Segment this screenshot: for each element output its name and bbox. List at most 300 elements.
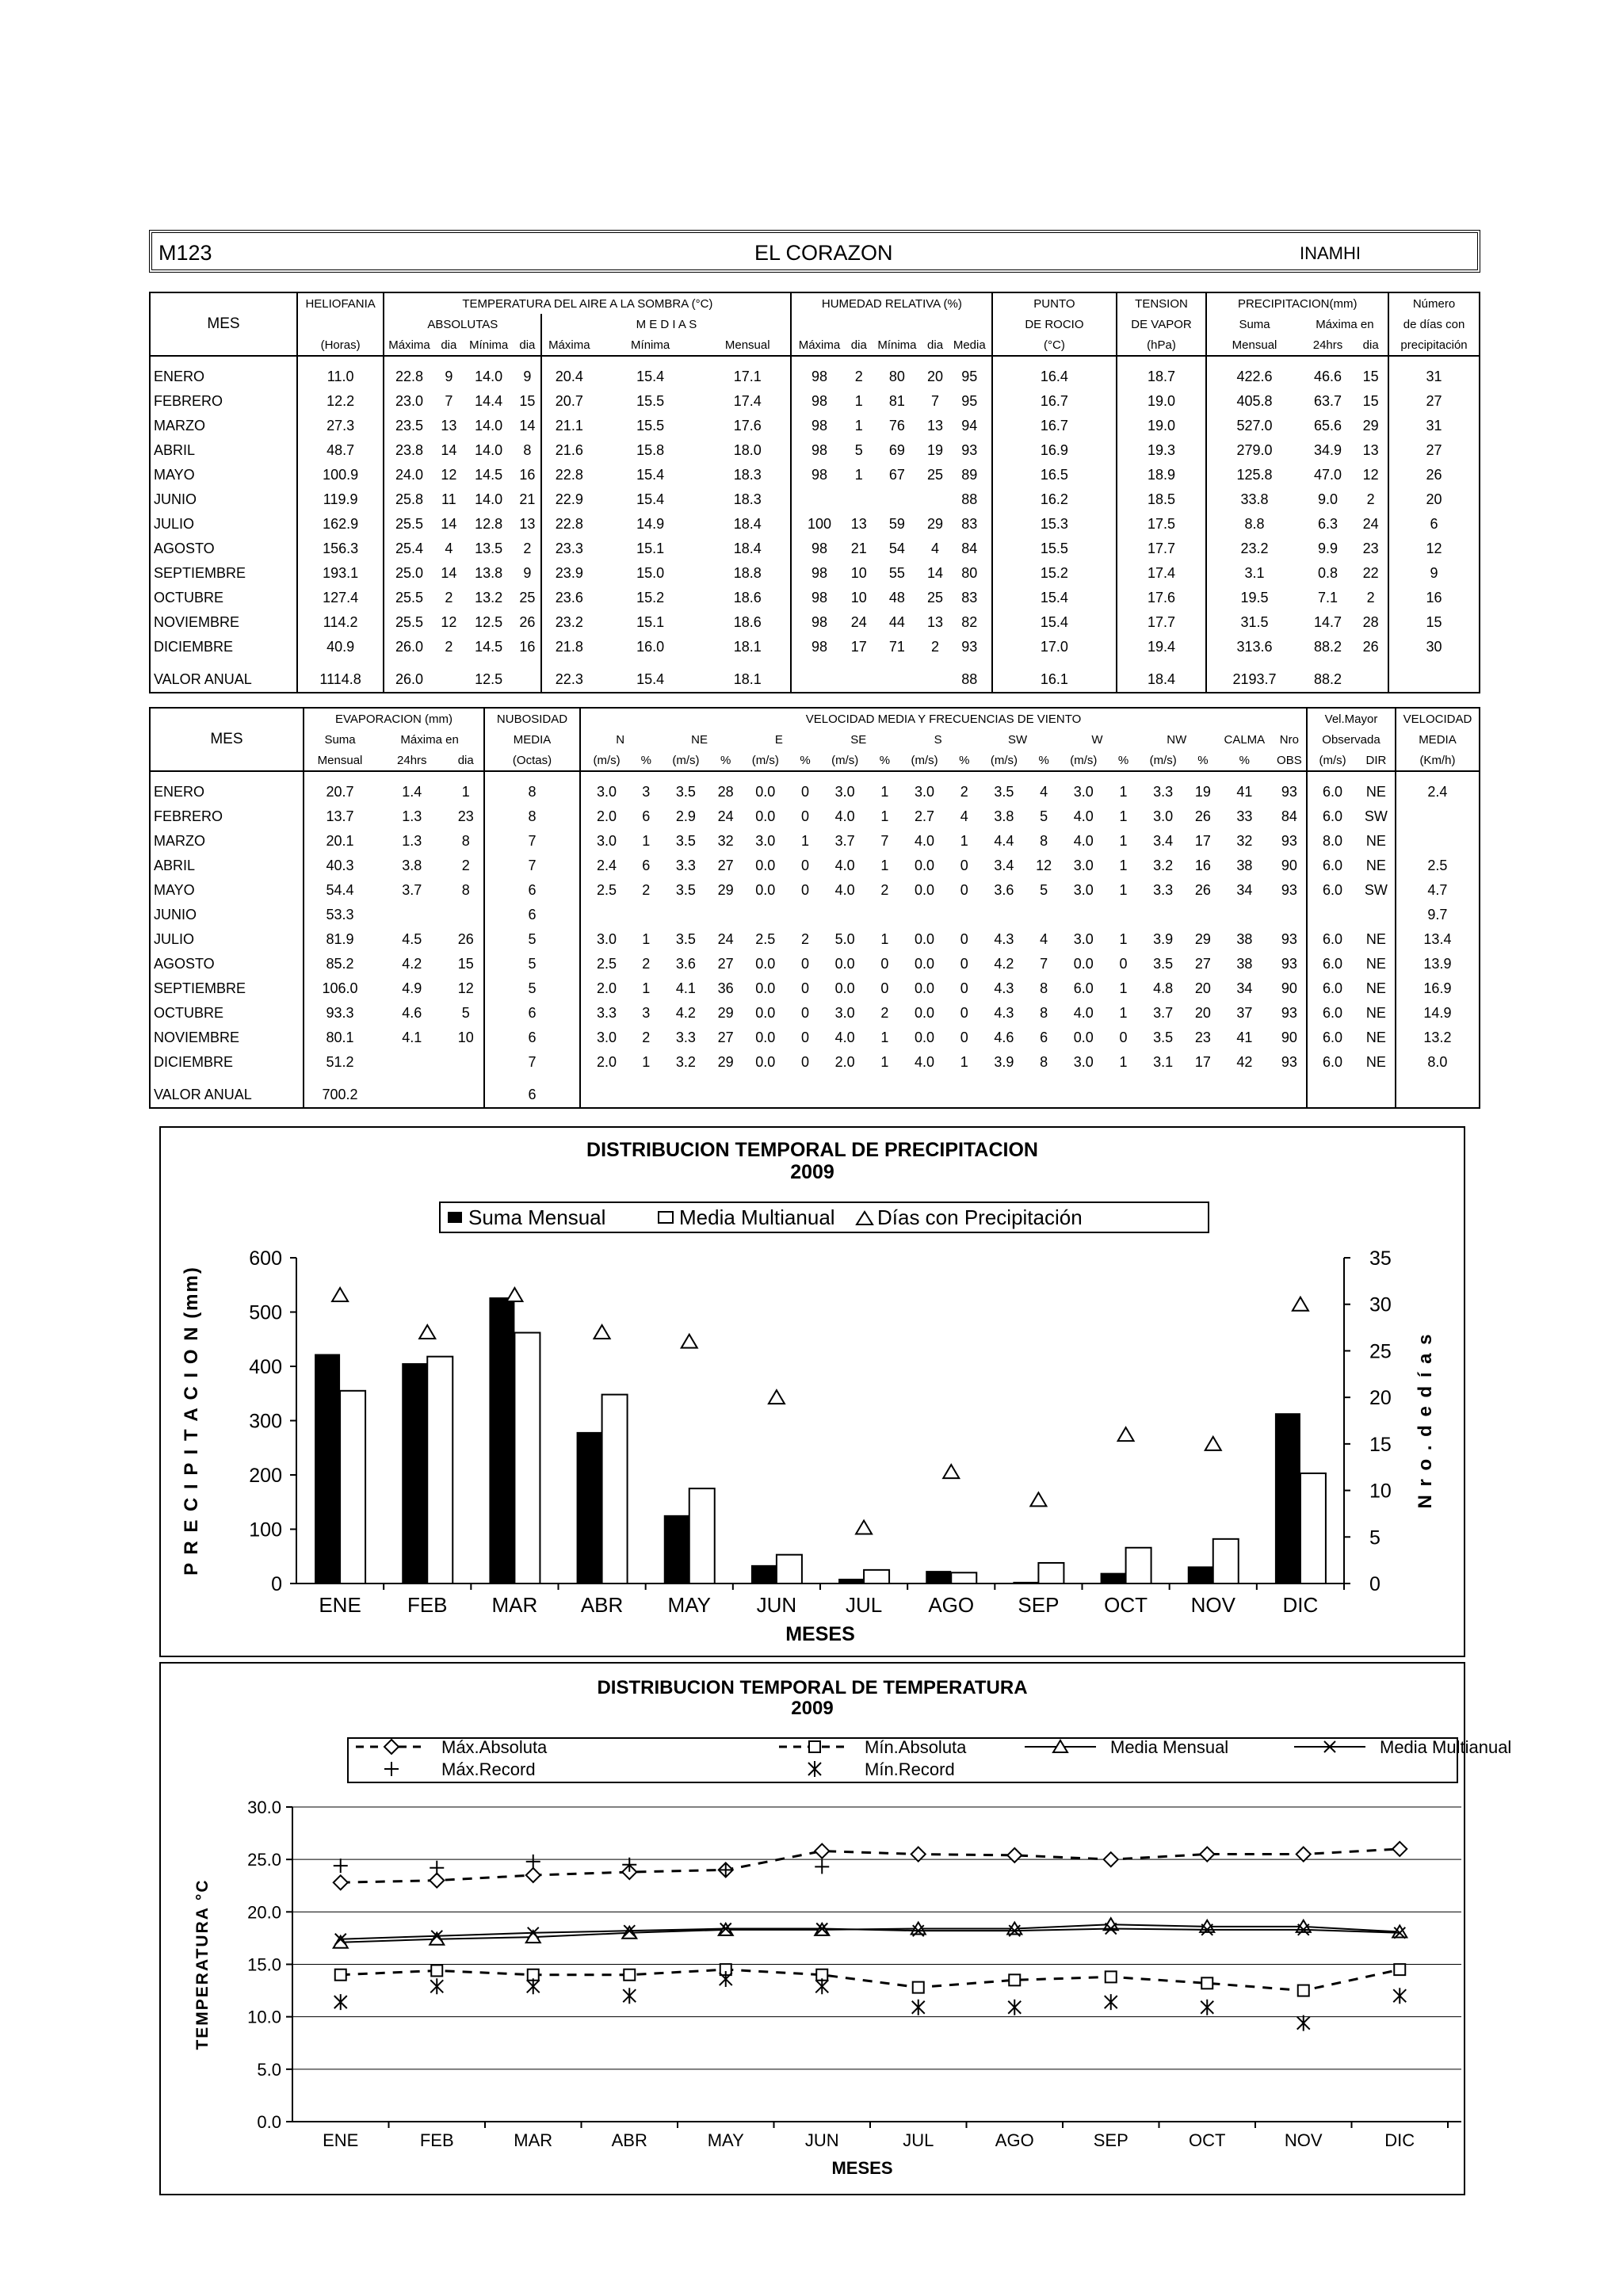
value-cell: 3.0 — [580, 927, 632, 952]
bar-suma-mensual — [664, 1515, 689, 1584]
value-cell: 29 — [717, 882, 734, 898]
annual-value — [792, 1083, 819, 1108]
table-row — [150, 1001, 1480, 1026]
month-cell: MAYO — [150, 463, 297, 487]
value-cell: 93 — [1281, 833, 1297, 849]
value-cell: 0.0 — [915, 858, 935, 873]
value-cell: 6.0 — [1307, 1050, 1358, 1075]
month-cell: SEPTIEMBRE — [150, 976, 304, 1001]
value-cell: 100.9 — [297, 463, 384, 487]
value-cell: 24 — [850, 614, 867, 630]
value-cell: 4.6 — [402, 1005, 422, 1021]
value-cell: 17.7 — [1117, 537, 1207, 561]
value-cell: 3 — [642, 1005, 651, 1021]
marker-diamond — [1104, 1852, 1118, 1866]
hum-media-label: Media — [947, 334, 992, 356]
x-axis-title: MESES — [831, 2158, 893, 2178]
value-cell: 1 — [854, 467, 863, 483]
bar-suma-mensual — [1101, 1573, 1126, 1584]
value-cell: 85.2 — [304, 952, 376, 976]
value-cell: 1 — [642, 931, 651, 947]
value-cell: 0 — [1119, 956, 1128, 972]
x-tick-label: JUL — [845, 1593, 883, 1617]
maxima-en-label: Máxima en — [1316, 317, 1374, 331]
value-cell: 3.6 — [994, 882, 1014, 898]
value-cell: 7 — [484, 829, 580, 854]
value-cell: 4.7 — [1396, 878, 1480, 903]
wind-dir-s: S — [934, 732, 942, 747]
wind-pct-label: % — [1190, 750, 1216, 771]
value-cell: 8.0 — [1396, 1050, 1480, 1075]
value-cell: 3.5 — [994, 784, 1014, 800]
value-cell: 1 — [960, 1054, 968, 1070]
value-cell: 9 — [1388, 561, 1480, 586]
wind-pct-label: % — [871, 750, 898, 771]
value-cell: 0 — [800, 1005, 809, 1021]
y-axis-title: TEMPERATURA °C — [193, 1878, 212, 2050]
value-cell: 1 — [1119, 833, 1128, 849]
value-cell: 2.5 — [580, 952, 632, 976]
table-row — [150, 365, 1480, 389]
value-cell: 0 — [800, 1030, 809, 1045]
value-cell: 14.5 — [475, 639, 503, 655]
value-cell: 15.5 — [992, 537, 1116, 561]
value-cell: 25 — [927, 590, 944, 606]
col-temperatura: TEMPERATURA DEL AIRE A LA SOMBRA (°C) — [384, 292, 791, 314]
value-cell: 84 — [1281, 808, 1297, 824]
marker-star — [430, 1978, 443, 1994]
value-cell: 98 — [791, 586, 846, 610]
value-cell: 15.8 — [636, 442, 665, 458]
value-cell: 98 — [791, 561, 846, 586]
value-cell: 0 — [960, 1030, 968, 1045]
value-cell: 8 — [1040, 1005, 1048, 1021]
abs-max-dia-label: dia — [434, 334, 464, 356]
table-row — [150, 804, 1480, 829]
value-cell: 12 — [1036, 858, 1052, 873]
value-cell: 6 — [1040, 1030, 1048, 1045]
value-cell: 125.8 — [1206, 463, 1301, 487]
value-cell: 13 — [927, 614, 944, 630]
value-cell: 9 — [523, 565, 532, 581]
table-row — [150, 952, 1480, 976]
value-cell: 48.7 — [297, 438, 384, 463]
value-cell: 44 — [888, 614, 905, 630]
value-cell: 34.9 — [1313, 442, 1342, 458]
value-cell: 1 — [880, 808, 889, 824]
value-cell: 98 — [791, 635, 846, 659]
value-cell: 16.7 — [992, 414, 1116, 438]
table-row — [150, 438, 1480, 463]
value-cell: 10 — [457, 1030, 474, 1045]
value-cell — [448, 1050, 484, 1075]
table-row — [150, 829, 1480, 854]
value-cell: 4 — [1040, 931, 1048, 947]
annual-value: 18.4 — [1117, 667, 1207, 693]
value-cell: 13 — [441, 418, 457, 434]
annual-value: 88 — [947, 667, 992, 693]
value-cell: 25.8 — [384, 487, 433, 512]
value-cell: 3.0 — [1073, 858, 1094, 873]
value-cell: 83 — [961, 590, 978, 606]
marker-square — [1201, 1977, 1212, 1988]
month-cell: MARZO — [150, 414, 297, 438]
value-cell: 0 — [800, 980, 809, 996]
marker-square — [1106, 1971, 1117, 1982]
value-cell: 34 — [1236, 980, 1253, 996]
value-cell: 0 — [960, 1005, 968, 1021]
x-tick-label: SEP — [1093, 2130, 1128, 2150]
annual-value — [1354, 667, 1388, 693]
value-cell: 2.0 — [580, 976, 632, 1001]
value-cell: 0 — [960, 882, 968, 898]
rocio-unit-label: (°C) — [992, 334, 1116, 356]
value-cell: 3.7 — [402, 882, 422, 898]
bar-media-multianual — [1213, 1539, 1239, 1584]
value-cell: 0.0 — [1073, 1030, 1094, 1045]
value-cell: 8.8 — [1206, 512, 1301, 537]
value-cell: 29 — [1194, 931, 1211, 947]
y2-tick-label: 15 — [1369, 1433, 1392, 1456]
legend-label: Media Multianual — [1380, 1737, 1512, 1757]
value-cell: 8 — [1040, 980, 1048, 996]
value-cell: 2.0 — [834, 1054, 855, 1070]
value-cell: 3.0 — [580, 829, 632, 854]
value-cell: 23 — [457, 808, 474, 824]
value-cell: 1 — [642, 980, 651, 996]
value-cell — [819, 903, 871, 927]
obs-label: OBS — [1273, 750, 1307, 771]
med-min-label: Mínima — [596, 334, 705, 356]
annual-value — [871, 1083, 898, 1108]
value-cell: 18.1 — [733, 639, 762, 655]
x-tick-label: MAY — [667, 1593, 711, 1617]
value-cell: 84 — [961, 541, 978, 556]
value-cell: 26 — [1388, 463, 1480, 487]
legend-label: Días con Precipitación — [877, 1205, 1083, 1229]
value-cell: 15 — [1362, 369, 1379, 384]
station-header — [149, 230, 1480, 273]
value-cell: 13.5 — [475, 541, 503, 556]
velmayor-dir-label: DIR — [1358, 750, 1396, 771]
value-cell: 15.1 — [636, 614, 665, 630]
value-cell: 3.4 — [1153, 833, 1174, 849]
value-cell: 2 — [523, 541, 532, 556]
value-cell: 88 — [961, 491, 978, 507]
value-cell: 5.0 — [834, 931, 855, 947]
value-cell — [951, 903, 978, 927]
precip-dia-label: dia — [1354, 334, 1388, 356]
value-cell: 405.8 — [1206, 389, 1301, 414]
wind-dir-nw: NW — [1167, 732, 1187, 747]
month-cell: ENERO — [150, 365, 297, 389]
wind-evaporation-table — [149, 707, 1480, 1109]
value-cell: 0.0 — [915, 882, 935, 898]
value-cell: 31.5 — [1206, 610, 1301, 635]
value-cell: 1 — [1119, 1054, 1128, 1070]
value-cell: 6 — [642, 808, 651, 824]
value-cell: 27 — [1194, 956, 1211, 972]
marker-star — [1297, 2015, 1310, 2031]
value-cell — [791, 487, 846, 512]
value-cell: 26 — [1362, 639, 1379, 655]
table-row — [150, 586, 1480, 610]
value-cell — [712, 903, 739, 927]
value-cell: 10 — [850, 590, 867, 606]
value-cell: 14.0 — [475, 418, 503, 434]
value-cell: 1 — [800, 833, 809, 849]
y2-tick-label: 35 — [1369, 1247, 1392, 1270]
wind-ms-label: (m/s) — [819, 750, 871, 771]
value-cell — [871, 903, 898, 927]
value-cell: 12 — [1388, 537, 1480, 561]
annual-value: 22.3 — [541, 667, 596, 693]
value-cell: 3.8 — [402, 858, 422, 873]
value-cell: 5 — [461, 1005, 470, 1021]
marker-plus — [334, 1859, 348, 1873]
annual-value — [434, 667, 464, 693]
value-cell: 6.0 — [1307, 1026, 1358, 1050]
value-cell: 23.5 — [384, 414, 433, 438]
annual-value — [712, 1083, 739, 1108]
value-cell: 6 — [484, 1001, 580, 1026]
value-cell: 29 — [1362, 418, 1379, 434]
value-cell: 16.5 — [992, 463, 1116, 487]
x-tick-label: FEB — [407, 1593, 448, 1617]
chart-title: DISTRIBUCION TEMPORAL DE TEMPERATURA — [597, 1677, 1028, 1698]
value-cell: 16.9 — [1396, 976, 1480, 1001]
x-tick-label: ENE — [319, 1593, 361, 1617]
bar-suma-mensual — [1013, 1582, 1038, 1584]
value-cell: 12.2 — [297, 389, 384, 414]
marker-diamond — [1392, 1842, 1407, 1856]
table-row — [150, 414, 1480, 438]
value-cell: 29 — [717, 1054, 734, 1070]
annual-value — [1358, 1083, 1396, 1108]
value-cell: 0.0 — [755, 980, 776, 996]
marker-square — [1298, 1985, 1309, 1996]
value-cell: 4.1 — [402, 1030, 422, 1045]
col-punto-rocio: PUNTO — [992, 292, 1116, 314]
value-cell: 0 — [800, 956, 809, 972]
value-cell: 23.8 — [384, 438, 433, 463]
value-cell: 0 — [960, 858, 968, 873]
value-cell: 3.3 — [675, 1030, 696, 1045]
value-cell: 4.4 — [994, 833, 1014, 849]
value-cell: 6.0 — [1307, 952, 1358, 976]
value-cell: 14.7 — [1313, 614, 1342, 630]
value-cell: NE — [1365, 858, 1386, 873]
marker-dias-precipitacion — [856, 1521, 872, 1534]
value-cell: 26 — [519, 614, 536, 630]
value-cell: 27.3 — [297, 414, 384, 438]
precip-mensual-label: Mensual — [1206, 334, 1301, 356]
value-cell: 2 — [642, 1030, 651, 1045]
value-cell: 20.7 — [304, 780, 376, 804]
value-cell: 3.1 — [1153, 1054, 1174, 1070]
value-cell: 1 — [880, 1054, 889, 1070]
col-humedad: HUMEDAD RELATIVA (%) — [791, 292, 992, 314]
value-cell: 13.7 — [304, 804, 376, 829]
value-cell: 4.0 — [1073, 808, 1094, 824]
value-cell: 26.0 — [384, 635, 433, 659]
table-row — [150, 463, 1480, 487]
value-cell: 29 — [717, 1005, 734, 1021]
value-cell: 10 — [850, 565, 867, 581]
value-cell: 54.4 — [304, 878, 376, 903]
x-tick-label: NOV — [1284, 2130, 1323, 2150]
bar-media-multianual — [951, 1572, 976, 1584]
month-cell: AGOSTO — [150, 952, 304, 976]
wind-dir-ne: NE — [691, 732, 708, 747]
value-cell — [1358, 903, 1396, 927]
value-cell: 3.0 — [1073, 784, 1094, 800]
suma-label: Suma — [1206, 314, 1301, 334]
value-cell: 2.7 — [915, 808, 935, 824]
value-cell: 1.3 — [402, 808, 422, 824]
month-cell: MAYO — [150, 878, 304, 903]
value-cell: 3.0 — [1153, 808, 1174, 824]
value-cell: 22.9 — [541, 487, 596, 512]
value-cell: 3.0 — [1073, 882, 1094, 898]
value-cell: 22.8 — [384, 365, 433, 389]
col-heliofania: HELIOFANIA — [297, 292, 384, 314]
de-rocio-label: DE ROCIO — [992, 314, 1116, 334]
wind-dir-w: W — [1091, 732, 1103, 747]
value-cell — [1137, 903, 1190, 927]
value-cell: 16 — [519, 467, 536, 483]
x-tick-label: MAR — [514, 2130, 553, 2150]
value-cell — [1396, 804, 1480, 829]
value-cell: 4.0 — [834, 882, 855, 898]
value-cell: 1 — [1119, 858, 1128, 873]
annual-value — [871, 667, 923, 693]
value-cell: 1 — [1119, 784, 1128, 800]
marker-star — [623, 1988, 636, 2004]
precipitacion-label: precipitación — [1388, 334, 1480, 356]
y-tick-label: 15.0 — [247, 1954, 281, 1975]
value-cell: 0.8 — [1317, 565, 1338, 581]
month-cell: ABRIL — [150, 438, 297, 463]
table-row — [150, 780, 1480, 804]
value-cell: 3.7 — [1153, 1005, 1174, 1021]
value-cell: 17.6 — [1117, 586, 1207, 610]
value-cell: 0 — [800, 858, 809, 873]
value-cell: 17 — [1194, 1054, 1211, 1070]
value-cell: 16.7 — [992, 389, 1116, 414]
bar-media-multianual — [864, 1570, 889, 1584]
value-cell: 3.2 — [675, 1054, 696, 1070]
value-cell: 59 — [888, 516, 905, 532]
table-row — [150, 635, 1480, 659]
value-cell: 7 — [445, 393, 453, 409]
value-cell: 0.0 — [834, 956, 855, 972]
wind-dir-se: SE — [850, 732, 867, 747]
col-vel-mayor: Vel.Mayor — [1307, 708, 1396, 729]
precipitation-chart-svg — [161, 1128, 1464, 1656]
value-cell: 1 — [880, 784, 889, 800]
med-mensual-label: Mensual — [705, 334, 791, 356]
value-cell: 14.9 — [636, 516, 665, 532]
value-cell: 7 — [484, 854, 580, 878]
month-cell: AGOSTO — [150, 537, 297, 561]
value-cell: 32 — [717, 833, 734, 849]
value-cell: 33 — [1236, 808, 1253, 824]
value-cell: 16.9 — [992, 438, 1116, 463]
value-cell: 27 — [1388, 438, 1480, 463]
y2-tick-label: 0 — [1369, 1573, 1381, 1595]
value-cell: 15.4 — [636, 369, 665, 384]
evap-mensual-label: Mensual — [304, 750, 376, 771]
value-cell: 3 — [642, 784, 651, 800]
legend-label: Mín.Absoluta — [865, 1737, 967, 1757]
value-cell: 0.0 — [915, 1030, 935, 1045]
value-cell: 93 — [1281, 1005, 1297, 1021]
value-cell: 98 — [791, 389, 846, 414]
x-tick-label: OCT — [1104, 1593, 1148, 1617]
value-cell: 93 — [1281, 882, 1297, 898]
value-cell: 19.0 — [1117, 389, 1207, 414]
value-cell: 19 — [927, 442, 944, 458]
legend-label: Media Multianual — [679, 1205, 835, 1229]
value-cell: 71 — [888, 639, 905, 655]
value-cell: 31 — [1388, 365, 1480, 389]
value-cell: 16.2 — [992, 487, 1116, 512]
x-tick-label: ABR — [580, 1593, 624, 1617]
value-cell: 527.0 — [1206, 414, 1301, 438]
value-cell: NE — [1365, 784, 1386, 800]
value-cell: 2.0 — [580, 804, 632, 829]
value-cell: 13.4 — [1396, 927, 1480, 952]
marker-plus — [719, 1862, 733, 1877]
table-row — [150, 854, 1480, 878]
value-cell: 4.9 — [402, 980, 422, 996]
y-tick-label: 200 — [249, 1465, 282, 1487]
value-cell: 18.6 — [733, 590, 762, 606]
hum-max-label: Máxima — [791, 334, 846, 356]
annual-value — [1396, 1083, 1480, 1108]
value-cell: 156.3 — [297, 537, 384, 561]
value-cell: 13 — [519, 516, 536, 532]
absolutas-label: ABSOLUTAS — [384, 314, 541, 334]
value-cell: 0 — [960, 980, 968, 996]
value-cell: 19.4 — [1117, 635, 1207, 659]
value-cell: 94 — [961, 418, 978, 434]
value-cell: 2.4 — [580, 854, 632, 878]
value-cell: 31 — [1388, 414, 1480, 438]
value-cell: 3.5 — [1153, 956, 1174, 972]
bar-media-multianual — [1300, 1473, 1326, 1584]
value-cell: 17.5 — [1117, 512, 1207, 537]
value-cell: 15.2 — [636, 590, 665, 606]
value-cell: 8.0 — [1307, 829, 1358, 854]
evap-maxima-en-label: Máxima en — [400, 732, 459, 747]
value-cell: 1 — [1119, 808, 1128, 824]
value-cell: 18.3 — [733, 491, 762, 507]
value-cell: 3.0 — [915, 784, 935, 800]
value-cell: 15.0 — [636, 565, 665, 581]
value-cell: 2 — [1366, 491, 1375, 507]
annual-value — [1109, 1083, 1136, 1108]
horas-label: (Horas) — [297, 334, 384, 356]
value-cell: 5 — [1040, 882, 1048, 898]
value-cell: 0 — [800, 784, 809, 800]
value-cell: 12 — [457, 980, 474, 996]
annual-value: 88.2 — [1302, 667, 1354, 693]
annual-value — [1216, 1083, 1273, 1108]
value-cell: 15.1 — [636, 541, 665, 556]
wind-ms-label: (m/s) — [1137, 750, 1190, 771]
